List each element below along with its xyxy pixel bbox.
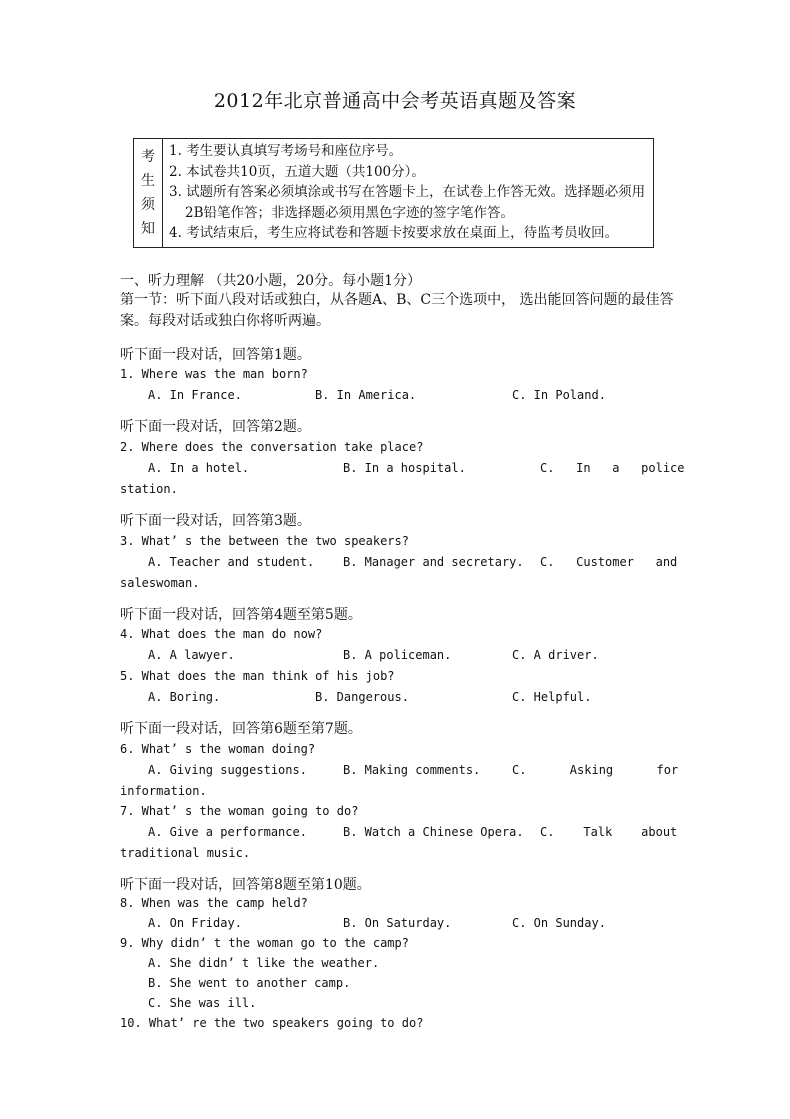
- page-title: 2012年北京普通高中会考英语真题及答案: [213, 90, 577, 112]
- notice-label-char: 须: [141, 197, 155, 213]
- option-a: A. Giving suggestions.: [148, 763, 307, 777]
- listening-lead: 听下面一段对话，回答第2题。: [120, 419, 311, 435]
- option-c-continued: traditional music.: [120, 846, 251, 860]
- question-text: 3. What’ s the between the two speakers?: [120, 534, 409, 548]
- notice-label-char: 生: [141, 173, 155, 189]
- listening-lead: 听下面一段对话，回答第3题。: [120, 513, 311, 529]
- option-b: B. She went to another camp.: [148, 976, 351, 990]
- question-text: 2. Where does the conversation take place?: [120, 440, 424, 454]
- question-text: 6. What’ s the woman doing?: [120, 742, 316, 756]
- option-b: B. On Saturday.: [343, 916, 452, 930]
- notice-label: [134, 139, 163, 248]
- option-b: B. Making comments.: [343, 763, 481, 777]
- option-b: B. Dangerous.: [315, 690, 409, 704]
- option-c: C. Helpful.: [512, 690, 592, 704]
- option-b: B. Watch a Chinese Opera.: [343, 825, 524, 839]
- listening-lead: 听下面一段对话，回答第4题至第5题。: [120, 607, 362, 623]
- notice-items: [163, 139, 654, 248]
- question-text: 4. What does the man do now?: [120, 627, 323, 641]
- option-a: A. On Friday.: [148, 916, 242, 930]
- option-c: C. Asking for: [512, 763, 679, 777]
- section-intro: 第一节：听下面八段对话或独白，从各题A、B、C三个选项中， 选出能回答问题的最佳答案。每段对话或独白你将听两遍。: [120, 292, 674, 329]
- option-b: B. A policeman.: [343, 648, 452, 662]
- option-c: C. She was ill.: [148, 996, 257, 1010]
- question-text: 9. Why didn’ t the woman go to the camp?: [120, 936, 409, 950]
- option-b: B. Manager and secretary.: [343, 555, 524, 569]
- option-c: C. A driver.: [512, 648, 599, 662]
- question-text: 7. What’ s the woman going to do?: [120, 804, 359, 818]
- option-c: C. On Sunday.: [512, 916, 606, 930]
- listening-lead: 听下面一段对话，回答第6题至第7题。: [120, 721, 362, 737]
- option-c: C. In Poland.: [512, 388, 606, 402]
- question-text: 1. Where was the man born?: [120, 367, 308, 381]
- option-a: A. She didn’ t like the weather.: [148, 956, 380, 970]
- option-a: A. Boring.: [148, 690, 221, 704]
- notice-item: 2. 本试卷共10页，五道大题（共100分）。: [169, 163, 425, 180]
- notice-label-char: 考: [141, 149, 155, 165]
- question-text: 5. What does the man think of his job?: [120, 669, 395, 683]
- notice-item: 4. 考试结束后，考生应将试卷和答题卡按要求放在桌面上，待监考员收回。: [169, 225, 619, 241]
- option-b: B. In a hospital.: [343, 461, 466, 475]
- option-c-continued: saleswoman.: [120, 576, 200, 590]
- notice-item: 1. 考生要认真填写考场号和座位序号。: [169, 143, 403, 159]
- exam-notice-box: [133, 138, 654, 248]
- option-b: B. In America.: [315, 388, 417, 402]
- option-c-continued: information.: [120, 784, 207, 798]
- option-a: A. Teacher and student.: [148, 555, 315, 569]
- option-c: C. Talk about: [540, 825, 678, 839]
- option-a: A. In a hotel.: [148, 461, 250, 475]
- option-a: A. In France.: [148, 388, 242, 402]
- option-c: C. In a police: [540, 461, 685, 475]
- option-c: C. Customer and: [540, 555, 678, 569]
- listening-lead: 听下面一段对话，回答第8题至第10题。: [120, 877, 371, 893]
- listening-lead: 听下面一段对话，回答第1题。: [120, 347, 311, 363]
- notice-label-char: 知: [141, 221, 155, 237]
- question-text: 8. When was the camp held?: [120, 896, 308, 910]
- section-title: 一、听力理解 （共20小题，20分。每小题1分）: [120, 273, 421, 289]
- option-a: A. Give a performance.: [148, 825, 307, 839]
- option-c-continued: station.: [120, 482, 178, 496]
- question-text: 10. What’ re the two speakers going to do?: [120, 1016, 424, 1030]
- notice-item: 3. 试题所有答案必须填涂或书写在答题卡上，在试卷上作答无效。选择题必须用2B铅笔作答；非选择题必须用黑色字迹的签字笔作答。: [169, 184, 646, 221]
- option-a: A. A lawyer.: [148, 648, 235, 662]
